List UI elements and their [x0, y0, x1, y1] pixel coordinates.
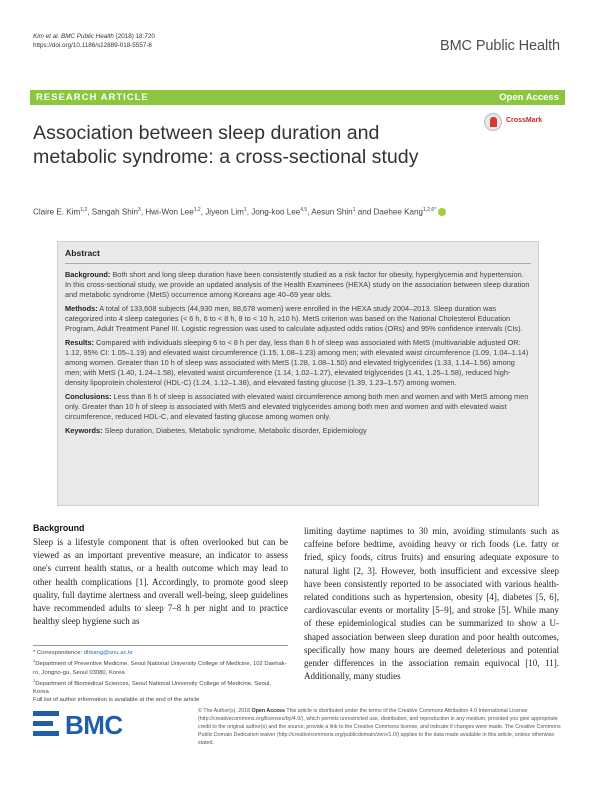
crossmark-label: CrossMark: [506, 117, 543, 124]
author-affiliation: 1,2: [193, 207, 201, 213]
author-name[interactable]: Claire E. Kim: [33, 207, 81, 217]
author-name[interactable]: Daehee Kang: [373, 207, 423, 217]
author-affiliation: 1,2: [80, 207, 88, 213]
author-name[interactable]: Sangah Shin: [91, 207, 139, 217]
bmc-logo-text: BMC: [65, 710, 123, 740]
body-paragraph: limiting daytime naptimes to 30 min, avoiding stimulants such as caffeine before bedtime, avoiding heavy or rich foods (i.e. fatty or fried, spicy foods, citrus fruits) and ensuring adequate exposure to natural light [2, 3]. However, both insufficient and excessive sleep have been consistently reported to be associated with various health-related conditions such as hypertension, obesity [4], diabetes [5, 6], cardiovascular events or mortality [5–9], and stroke [5]. While many of these epidemiological studies can be summarized to show a U- shaped association between sleep duration and poor health outcomes, specifically how many hours are deemed deleterious and potential gender differences in the association remain equivocal [10, 11]. Additionally, many studies: [304, 526, 559, 682]
crossmark-icon: [484, 113, 502, 131]
keywords-label: Keywords:: [65, 426, 103, 435]
citation-journal: BMC Public Health: [61, 33, 114, 40]
author-affiliation: 4,5: [300, 207, 308, 213]
author-list: Claire E. Kim$^{1,2}$, Sangah Shin$^3$, Hwi-Won Lee$^{1,2}$, Jiyeon Lim$^1$, Jong-koo Lee$^{4,5}$, Aesun Shin$^1$ and Daehee Kang$^{1,2,6*}$: [33, 207, 563, 217]
doi-link[interactable]: https://doi.org/10.1186/s12889-018-5557-8: [33, 41, 152, 49]
affiliation-number: 1: [33, 658, 36, 664]
article-title: Association between sleep duration and metabolic syndrome: a cross-sectional study: [33, 122, 419, 168]
abstract-methods: [65, 304, 531, 334]
keywords: [65, 426, 531, 435]
affiliation-number: 2: [33, 677, 36, 683]
abstract-methods-label: Methods:: [65, 304, 98, 313]
author-affiliation: 1: [352, 207, 356, 213]
abstract-background-label: Background:: [65, 270, 111, 279]
license-lead: © The Author(s). 2018: [198, 708, 252, 714]
abstract-conclusions-label: Conclusions:: [65, 392, 112, 401]
correspondence-label: * Correspondence:: [33, 650, 84, 656]
footnotes: [33, 645, 288, 705]
abstract-results-label: Results:: [65, 338, 94, 347]
license-open-access: Open Access: [251, 708, 285, 714]
author-name[interactable]: Jiyeon Lim: [205, 207, 244, 217]
body-left-column: [33, 522, 288, 628]
author-affiliation: 1: [243, 207, 247, 213]
author-name[interactable]: Aesun Shin: [311, 207, 353, 217]
author-name[interactable]: Hwi-Won Lee: [145, 207, 194, 217]
full-author-info-note: Full list of author information is available at the end of the article: [33, 697, 200, 704]
abstract-methods-text: A total of 133,608 subjects (44,930 men, 88,678 women) were enrolled in the HEXA study 2004–2013. Sleep duration was categorized into 4 sleep categories (< 6 h, 6 to < 8 h, 8 to < 10 h, ≥10 h). MetS criterion was based on the National Cholesterol Education Program, Adult Treatment Panel III. Logistic regression was used to calculate adjusted odds ratios (ORs) and 95% confidence intervals (CIs).: [65, 304, 523, 333]
license-body: This article is distributed under the terms of the Creative Commons Attribution 4.0 International License (http://creativecommons.org/licenses/by/4.0/), which permits unrestricted use, distribution, and reproduction in any medium, provided you give appropriate credit to the original author(s) and the source, provide a link to the Creative Commons license, and indicate if changes were made. The Creative Commons Public Domain Dedication waiver (http://creativecommons.org/publicdomain/zero/1.0/) applies to the data made available in this article, unless otherwise stated.: [198, 708, 561, 746]
abstract-conclusions-text: Less than 6 h of sleep is associated with elevated waist circumference among both men and women and with MetS among men only. Greater than 10 h of sleep is associated with MetS and elevated triglycerides among both men and women and with elevated waist circumference, reduced HDL-C, and elevated fasting glucose among women only.: [65, 392, 529, 421]
correspondence-email[interactable]: dhkang@snu.ac.kr: [83, 650, 133, 656]
article-type-banner: [30, 90, 565, 105]
author-affiliation: 1,2,6*: [422, 207, 437, 213]
affiliation-1: [33, 657, 288, 677]
body-right-column: [304, 525, 559, 683]
license-text: [198, 707, 564, 747]
section-heading-background: Background: [33, 523, 85, 533]
journal-name: BMC Public Health: [440, 38, 560, 54]
crossmark-badge[interactable]: [484, 113, 544, 133]
bmc-logo: [33, 705, 173, 745]
abstract-results: [65, 338, 531, 388]
citation-authors: Kim et al.: [33, 33, 60, 40]
abstract-background-text: Both short and long sleep duration have been consistently studied as a risk factor for obesity, hyperglycemia and hypertension. In this cross-sectional study, we provide an updated analysis of the Health Examinees (HEXA) study on the association between sleep duration and metabolic syndrome (MetS) occurrence among Koreans age 40–69 year olds.: [65, 270, 530, 299]
abstract-box: [57, 241, 539, 506]
article-type: RESEARCH ARTICLE: [36, 92, 149, 103]
affiliation-text: Department of Preventive Medicine, Seoul National University College of Medicine, 102 Daehak-ro, Jongno-gu, Seoul 03080, Korea: [33, 661, 287, 676]
orcid-icon[interactable]: [438, 208, 446, 216]
bmc-logo-icon: [33, 711, 59, 737]
keywords-text: Sleep duration, Diabetes, Metabolic syndrome, Metabolic disorder, Epidemiology: [102, 426, 367, 435]
author-name[interactable]: Jong-koo Lee: [251, 207, 301, 217]
correspondence: [33, 649, 288, 657]
abstract-heading: Abstract: [65, 248, 531, 264]
citation-line: [33, 33, 155, 50]
author-affiliation: 3: [138, 207, 141, 213]
abstract-results-text: Compared with individuals sleeping 6 to < 8 h per day, less than 6 h of sleep was associated with MetS (multivariable adjusted OR: 1.12, 95% CI: 1.05–1.19) and elevated waist circumference (1.15, 1.08–1.23) among men; with elevated waist circumference (1.09, 1.04–1.14) among women. Greater than 10 h of sleep was associated with MetS (1.28, 1.08–1.50) and elevated triglycerides (1.33, 1.14–1.56) among men; with MetS (1.40, 1.24–1.58), elevated waist circumference (1.14, 1.02–1.27), elevated triglycerides (1.41, 1.25–1.58), reduced high-density lipoprotein cholesterol (HDL-C) (1.24, 1.12–1.38), and elevated fasting glucose (1.39, 1.23–1.57) among women.: [65, 338, 529, 387]
citation-volume: (2018) 18:720: [113, 33, 155, 40]
open-access-label: Open Access: [499, 92, 559, 103]
abstract-conclusions: [65, 392, 531, 422]
abstract-background: [65, 270, 531, 300]
affiliation-text: Department of Biomedical Sciences, Seoul National University College of Medicine, Seoul, Korea: [33, 680, 271, 696]
body-paragraph: Sleep is a lifestyle component that is often overlooked but can be viewed as an important preventive measure, an indicator to assess one's current health status, or a health outcome which may lead to other health complications [1]. Accordingly, to promote good sleep quality, full daytime alertness and overall well-being, sleep guidelines have recommended adults to sleep 7–8 h per night and to practice healthy sleep hygiene such as: [33, 537, 288, 627]
affiliation-2: [33, 677, 288, 697]
